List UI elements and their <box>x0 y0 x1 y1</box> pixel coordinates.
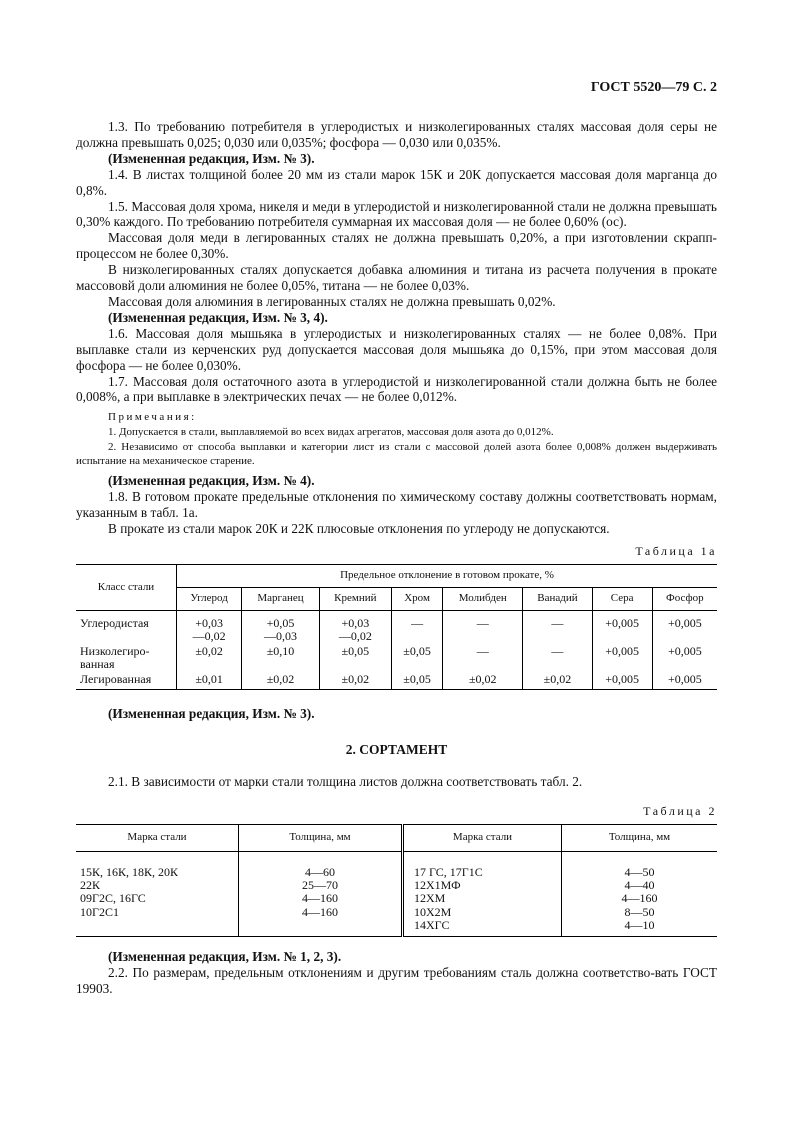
deviation-cell: — <box>443 643 523 671</box>
element-column-header: Фосфор <box>652 588 717 611</box>
element-column-header: Хром <box>391 588 442 611</box>
paragraph: 1.7. Массовая доля остаточного азота в углеродистой и низколегированной стали должна быть не более 0,008%, а при выплавке в электрических печах — не более 0,012%. <box>76 373 717 405</box>
deviation-cell: +0,005 <box>652 643 717 671</box>
table-row <box>76 671 717 690</box>
steel-class-label: Низколегиро- ванная <box>80 644 150 672</box>
deviation-cell: ±0,10 <box>242 643 320 671</box>
deviation-cell: — <box>523 611 592 644</box>
table-1a <box>76 564 717 690</box>
thickness-right: 4—50 4—40 4—160 8—50 4—10 <box>562 851 718 936</box>
class-column-header: Класс стали <box>76 565 177 611</box>
steel-class-label: Легированная <box>76 671 177 690</box>
grades-right: 17 ГС, 17Г1С 12Х1МФ 12ХМ 10Х2М 14ХГС <box>403 851 562 936</box>
amendment-note: (Измененная редакция, Изм. № 4). <box>108 472 315 488</box>
notes-title: Примечания: <box>108 411 197 424</box>
deviation-cell: — <box>443 611 523 644</box>
deviation-cell: — <box>391 611 442 644</box>
table-2 <box>76 824 717 937</box>
deviation-cell: ±0,05 <box>391 643 442 671</box>
amendment-note: (Измененная редакция, Изм. № 3, 4). <box>108 309 328 325</box>
thickness-header-right: Толщина, мм <box>562 824 718 851</box>
note-item: 2. Независимо от способа выплавки и категории лист из стали с массовой долей азота более 0,008% должен выдерживать испытание на механическое старение. <box>76 440 717 468</box>
deviation-cell: — <box>523 643 592 671</box>
element-column-header: Марганец <box>242 588 320 611</box>
paragraph: Массовая доля алюминия в легированных сталях не должна превышать 0,02%. <box>108 293 556 309</box>
deviation-cell: +0,005 <box>592 671 652 690</box>
element-column-header: Сера <box>592 588 652 611</box>
section-title: 2. СОРТАМЕНТ <box>345 742 448 758</box>
deviation-cell: ±0,02 <box>319 671 391 690</box>
deviation-cell: ±0,05 <box>391 671 442 690</box>
amendment-note: (Измененная редакция, Изм. № 3). <box>108 706 315 722</box>
table-row <box>76 643 717 671</box>
deviation-cell: ±0,02 <box>523 671 592 690</box>
grades-left: 15К, 16К, 18К, 20К 22К 09Г2С, 16ГС 10Г2С1 <box>76 851 239 936</box>
table-row <box>76 611 717 644</box>
deviation-cell: ±0,05 <box>319 643 391 671</box>
page-header: ГОСТ 5520—79 С. 2 <box>590 80 717 95</box>
element-column-header: Кремний <box>319 588 391 611</box>
thickness-header-left: Толщина, мм <box>239 824 403 851</box>
paragraph: 1.3. По требованию потребителя в углеродистых и низколегированных сталях массовая доля серы не должна превышать 0,025; 0,030 или 0,035%; фосфора — 0,030 или 0,035%. <box>76 119 717 150</box>
element-column-header: Молибден <box>443 588 523 611</box>
deviation-cell: +0,005 <box>652 671 717 690</box>
deviation-cell: +0,03 —0,02 <box>319 611 391 644</box>
deviation-cell: +0,005 <box>592 643 652 671</box>
grade-header-right: Марка стали <box>403 824 562 851</box>
deviation-cell: +0,005 <box>592 611 652 644</box>
deviation-cell: +0,005 <box>652 611 717 644</box>
paragraphs-section-2 <box>76 473 717 537</box>
paragraph: 1.6. Массовая доля мышьяка в углеродистых и низколегированных сталях — не более 0,08%. При выплавке стали из керченских руд допускается массовая доля мышьяка до 0,15%, при этом массовая доля фосфора — не более 0,030%. <box>76 325 717 373</box>
deviation-cell: ±0,02 <box>242 671 320 690</box>
steel-class-label: Углеродистая <box>80 616 149 631</box>
element-column-header: Углерод <box>177 588 242 611</box>
table-1a-caption: Таблица 1а <box>635 544 717 559</box>
paragraphs-section-1 <box>76 119 717 405</box>
amendment-note: (Измененная редакция, Изм. № 3). <box>108 150 315 166</box>
table-row <box>76 851 717 936</box>
document-body <box>76 119 717 997</box>
paragraph: 1.5. Массовая доля хрома, никеля и меди в углеродистой и низколегированной стали не должна превышать 0,30% каждого. По требованию потребителя суммарная их массовая доля — не более 0,60% (ос). <box>76 198 717 230</box>
paragraph: 1.8. В готовом прокате предельные отклонения по химическому составу должны соответствовать нормам, указанным в табл. 1а. <box>76 488 717 520</box>
paragraph: В прокате из стали марок 20К и 22К плюсовые отклонения по углероду не допускаются. <box>108 520 610 536</box>
deviation-cell: +0,05 —0,03 <box>242 611 320 644</box>
grade-header-left: Марка стали <box>76 824 239 851</box>
table-2-caption: Таблица 2 <box>643 804 717 819</box>
note-item: 1. Допускается в стали, выплавляемой во всех видах агрегатов, массовая доля азота до 0,012%. <box>108 426 554 439</box>
deviation-cell: ±0,01 <box>177 671 242 690</box>
paragraph: В низколегированных сталях допускается добавка алюминия и титана из расчета получения в прокате массововй доли алюминия не более 0,05%, титана — не более 0,03%. <box>76 262 717 294</box>
paragraph-2-1: 2.1. В зависимости от марки стали толщина листов должна соответствовать табл. 2. <box>108 774 583 790</box>
notes-block <box>76 410 717 469</box>
paragraph: Массовая доля меди в легированных сталях не должна превышать 0,20%, а при изготовлении скрапп-процессом не более 0,30%. <box>76 230 717 262</box>
thickness-left: 4—60 25—70 4—160 4—160 <box>239 851 403 936</box>
element-column-header: Ванадий <box>523 588 592 611</box>
paragraph: 1.4. В листах толщиной более 20 мм из стали марок 15К и 20К допускается массовая доля марганца до 0,8%. <box>76 166 717 198</box>
deviation-cell: ±0,02 <box>443 671 523 690</box>
deviation-cell: ±0,02 <box>177 643 242 671</box>
deviation-group-header: Предельное отклонение в готовом прокате, % <box>177 565 718 588</box>
deviation-cell: +0,03 —0,02 <box>177 611 242 644</box>
amendment-note: (Измененная редакция, Изм. № 1, 2, 3). <box>108 948 342 964</box>
paragraph-2-2: 2.2. По размерам, предельным отклонениям и другим требованиям сталь должна соответство-вать ГОСТ 19903. <box>76 964 717 996</box>
